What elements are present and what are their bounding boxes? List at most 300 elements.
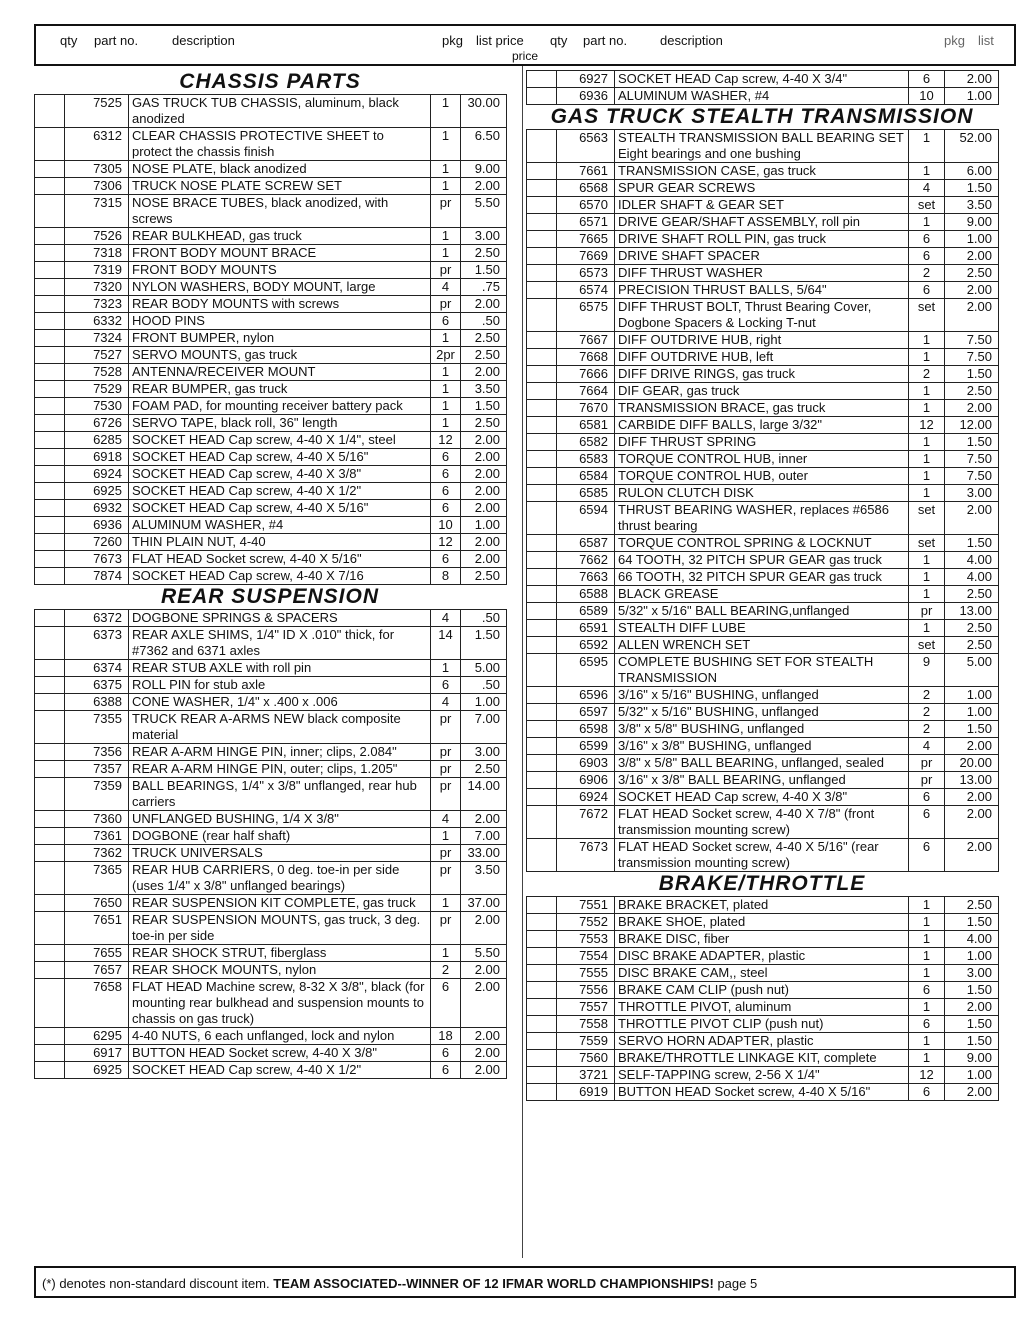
header-part-no: part no. [94,33,139,48]
table-row [35,610,507,627]
qty-cell [527,654,557,687]
part-number: 7530 [65,398,129,415]
table-row [35,161,507,178]
table-row [35,761,507,778]
description: DRIVE GEAR/SHAFT ASSEMBLY, roll pin [615,214,909,231]
part-number: 7874 [65,568,129,585]
pkg: 1 [909,485,945,502]
table-row [527,755,999,772]
qty-cell [35,912,65,945]
table-row [35,364,507,381]
table-row [527,789,999,806]
description: 3/16" x 5/16" BUSHING, unflanged [615,687,909,704]
list-price: 2.00 [461,432,507,449]
pkg: pr [431,262,461,279]
header-description-right: description [660,33,723,48]
table-row [35,296,507,313]
table-row [35,330,507,347]
list-price: 1.50 [945,180,999,197]
qty-cell [527,806,557,839]
description: TRANSMISSION BRACE, gas truck [615,400,909,417]
description: TRANSMISSION CASE, gas truck [615,163,909,180]
part-number: 6927 [557,71,615,88]
qty-cell [35,262,65,279]
pkg: set [909,299,945,332]
description: REAR HUB CARRIERS, 0 deg. toe-in per side (uses 1/4" x 3/8" unflanged bearings) [129,862,431,895]
description: THIN PLAIN NUT, 4-40 [129,534,431,551]
pkg: 1 [909,914,945,931]
qty-cell [35,778,65,811]
pkg: pr [431,744,461,761]
part-number: 7362 [65,845,129,862]
qty-cell [527,383,557,400]
part-number: 7667 [557,332,615,349]
description: CARBIDE DIFF BALLS, large 3/32" [615,417,909,434]
list-price: 2.00 [945,789,999,806]
pkg: 1 [431,161,461,178]
part-number: 7359 [65,778,129,811]
description: SOCKET HEAD Cap screw, 4-40 X 5/16" [129,449,431,466]
list-price: 3.50 [461,862,507,895]
qty-cell [35,500,65,517]
table-row [35,677,507,694]
qty-cell [35,1045,65,1062]
qty-cell [527,586,557,603]
pkg: 1 [909,1050,945,1067]
pkg: 6 [431,500,461,517]
qty-cell [35,1028,65,1045]
table-row [35,979,507,1028]
part-number: 7669 [557,248,615,265]
qty-cell [527,1067,557,1084]
table-row [35,517,507,534]
list-price: 30.00 [461,95,507,128]
part-number: 7655 [65,945,129,962]
table-row [35,1062,507,1079]
part-number: 6563 [557,130,615,163]
qty-cell [35,95,65,128]
qty-cell [35,381,65,398]
qty-cell [527,721,557,738]
table-row [35,811,507,828]
description: UNFLANGED BUSHING, 1/4 X 3/8" [129,811,431,828]
part-number: 6583 [557,451,615,468]
description: FLAT HEAD Machine screw, 8-32 X 3/8", black (for mounting rear bulkhead and suspension mounts to chassis on gas truck) [129,979,431,1028]
qty-cell [527,839,557,872]
pkg: 6 [909,71,945,88]
table-row [527,248,999,265]
qty-cell [35,279,65,296]
table-row [527,214,999,231]
part-number: 6574 [557,282,615,299]
description: BRAKE DISC, fiber [615,931,909,948]
list-price: 4.00 [945,931,999,948]
part-number: 6295 [65,1028,129,1045]
description: ALLEN WRENCH SET [615,637,909,654]
description: ROLL PIN for stub axle [129,677,431,694]
pkg: pr [431,761,461,778]
table-row [35,568,507,585]
description: REAR STUB AXLE with roll pin [129,660,431,677]
list-price: 13.00 [945,603,999,620]
list-price: 2.50 [461,347,507,364]
list-price: 2.50 [945,897,999,914]
table-row [527,687,999,704]
list-price: 2.00 [945,299,999,332]
list-price: 7.50 [945,349,999,366]
qty-cell [527,485,557,502]
part-number: 7319 [65,262,129,279]
description: TRUCK UNIVERSALS [129,845,431,862]
qty-cell [35,534,65,551]
list-price: 1.50 [945,535,999,552]
part-number: 6925 [65,483,129,500]
qty-cell [35,245,65,262]
qty-cell [35,178,65,195]
part-number: 6285 [65,432,129,449]
parts-table [526,70,999,105]
pkg: 1 [431,381,461,398]
part-number: 7662 [557,552,615,569]
list-price: 2.00 [945,248,999,265]
table-row [527,552,999,569]
list-price: 2.50 [945,586,999,603]
list-price: 2.50 [461,245,507,262]
list-price: 1.50 [945,982,999,999]
part-number: 7525 [65,95,129,128]
pkg: 1 [909,130,945,163]
part-number: 6594 [557,502,615,535]
part-number: 7556 [557,982,615,999]
pkg: 1 [909,400,945,417]
list-price: 1.50 [945,1016,999,1033]
qty-cell [527,687,557,704]
part-number: 7672 [557,806,615,839]
footer-box [34,1266,1016,1298]
pkg: 2 [909,721,945,738]
list-price: 1.00 [945,231,999,248]
part-number: 7323 [65,296,129,313]
table-row [35,245,507,262]
table-row [35,627,507,660]
part-number: 6575 [557,299,615,332]
description: TRUCK NOSE PLATE SCREW SET [129,178,431,195]
pkg: pr [431,711,461,744]
pkg: 1 [431,95,461,128]
table-row [35,694,507,711]
qty-cell [527,982,557,999]
description: REAR BODY MOUNTS with screws [129,296,431,313]
part-number: 6597 [557,704,615,721]
part-number: 6918 [65,449,129,466]
pkg: 1 [909,569,945,586]
description: SPUR GEAR SCREWS [615,180,909,197]
description: ANTENNA/RECEIVER MOUNT [129,364,431,381]
qty-cell [35,744,65,761]
pkg: 12 [909,1067,945,1084]
parts-table [34,94,507,585]
qty-cell [527,789,557,806]
pkg: 6 [431,979,461,1028]
description: THROTTLE PIVOT CLIP (push nut) [615,1016,909,1033]
table-row [35,347,507,364]
pkg: 1 [431,128,461,161]
part-number: 6571 [557,214,615,231]
description: SOCKET HEAD Cap screw, 4-40 X 1/2" [129,483,431,500]
list-price: 3.00 [461,228,507,245]
part-number: 7666 [557,366,615,383]
pkg: 1 [909,586,945,603]
header-part-no-right: part no. [583,33,628,48]
table-row [527,485,999,502]
list-price: 3.00 [945,965,999,982]
table-row [527,1067,999,1084]
description: DIFF OUTDRIVE HUB, right [615,332,909,349]
pkg: set [909,535,945,552]
part-number: 7320 [65,279,129,296]
section-title: BRAKE/THROTTLE [658,872,866,895]
pkg: 9 [909,654,945,687]
table-row [527,721,999,738]
table-row [527,535,999,552]
part-number: 7665 [557,231,615,248]
list-price: 1.00 [945,948,999,965]
table-row [35,95,507,128]
table-row [35,262,507,279]
pkg: 6 [909,806,945,839]
table-row [35,466,507,483]
pkg: 2 [909,265,945,282]
table-row [527,468,999,485]
description: THROTTLE PIVOT, aluminum [615,999,909,1016]
table-row [35,1045,507,1062]
part-number: 3721 [557,1067,615,1084]
list-price: 2.50 [461,761,507,778]
part-number: 6924 [65,466,129,483]
qty-cell [527,197,557,214]
list-price: 1.50 [945,914,999,931]
pkg: 2 [909,366,945,383]
description: SELF-TAPPING screw, 2-56 X 1/4" [615,1067,909,1084]
part-number: 6332 [65,313,129,330]
part-number: 7528 [65,364,129,381]
description: BRAKE/THROTTLE LINKAGE KIT, complete [615,1050,909,1067]
part-number: 7526 [65,228,129,245]
description: DRIVE SHAFT ROLL PIN, gas truck [615,231,909,248]
table-row [527,654,999,687]
pkg: 1 [909,897,945,914]
qty-cell [527,417,557,434]
description: DOGBONE SPRINGS & SPACERS [129,610,431,627]
pkg: pr [909,772,945,789]
part-number: 6588 [557,586,615,603]
part-number: 6581 [557,417,615,434]
list-price: 2.00 [461,811,507,828]
description: DIFF DRIVE RINGS, gas truck [615,366,909,383]
description: 3/16" x 3/8" BUSHING, unflanged [615,738,909,755]
description: REAR SHOCK MOUNTS, nylon [129,962,431,979]
list-price: 33.00 [461,845,507,862]
qty-cell [35,347,65,364]
part-number: 7651 [65,912,129,945]
description: REAR BULKHEAD, gas truck [129,228,431,245]
list-price: 5.50 [461,195,507,228]
qty-cell [527,265,557,282]
description: REAR AXLE SHIMS, 1/4" ID X .010" thick, for #7362 and 6371 axles [129,627,431,660]
list-price: 1.50 [461,398,507,415]
part-number: 7661 [557,163,615,180]
part-number: 7529 [65,381,129,398]
table-row [527,1084,999,1101]
part-number: 6582 [557,434,615,451]
list-price: 2.00 [461,979,507,1028]
list-price: 12.00 [945,417,999,434]
description: REAR SUSPENSION MOUNTS, gas truck, 3 deg. toe-in per side [129,912,431,945]
description: BRAKE SHOE, plated [615,914,909,931]
list-price: .75 [461,279,507,296]
table-row [35,279,507,296]
pkg: 4 [909,180,945,197]
description: NYLON WASHERS, BODY MOUNT, large [129,279,431,296]
table-row [35,228,507,245]
description: FRONT BODY MOUNTS [129,262,431,279]
pkg: 2 [909,704,945,721]
part-number: 6585 [557,485,615,502]
description: SERVO TAPE, black roll, 36" length [129,415,431,432]
qty-cell [527,914,557,931]
table-row [527,502,999,535]
qty-cell [35,466,65,483]
list-price: 13.00 [945,772,999,789]
pkg: set [909,502,945,535]
qty-cell [35,195,65,228]
description: REAR SUSPENSION KIT COMPLETE, gas truck [129,895,431,912]
pkg: 1 [909,931,945,948]
pkg: 1 [909,383,945,400]
qty-cell [35,694,65,711]
parts-table [526,896,999,1101]
qty-cell [35,811,65,828]
pkg: 1 [431,828,461,845]
pkg: pr [431,912,461,945]
pkg: 1 [431,228,461,245]
table-row [527,451,999,468]
pkg: 10 [909,88,945,105]
table-row [35,313,507,330]
qty-cell [527,755,557,772]
description: 66 TOOTH, 32 PITCH SPUR GEAR gas truck [615,569,909,586]
part-number: 6917 [65,1045,129,1062]
list-price: 1.00 [461,517,507,534]
description: FRONT BUMPER, nylon [129,330,431,347]
pkg: 1 [431,945,461,962]
qty-cell [527,569,557,586]
table-row [35,828,507,845]
list-price: 3.00 [461,744,507,761]
part-number: 6936 [65,517,129,534]
pkg: 6 [431,677,461,694]
table-row [527,948,999,965]
pkg: 6 [909,248,945,265]
pkg: 2 [909,687,945,704]
list-price: 2.00 [461,534,507,551]
list-price: 2.50 [461,330,507,347]
qty-cell [35,313,65,330]
list-price: 1.00 [945,1067,999,1084]
qty-cell [35,551,65,568]
list-price: 2.00 [945,71,999,88]
part-number: 7555 [557,965,615,982]
list-price: 2.50 [945,620,999,637]
table-row [35,128,507,161]
table-row [527,332,999,349]
table-row [527,931,999,948]
pkg: 6 [909,282,945,299]
qty-cell [527,1016,557,1033]
pkg: set [909,637,945,654]
pkg: 6 [431,551,461,568]
pkg: 1 [909,552,945,569]
part-number: 7365 [65,862,129,895]
pkg: pr [431,195,461,228]
description: IDLER SHAFT & GEAR SET [615,197,909,214]
qty-cell [527,1033,557,1050]
description: DIFF THRUST BOLT, Thrust Bearing Cover, Dogbone Spacers & Locking T-nut [615,299,909,332]
parts-table [526,129,999,872]
qty-cell [527,931,557,948]
table-row [35,962,507,979]
qty-cell [527,71,557,88]
qty-cell [35,483,65,500]
description: CONE WASHER, 1/4" x .400 x .006 [129,694,431,711]
part-number: 6598 [557,721,615,738]
pkg: pr [909,603,945,620]
pkg: 2pr [431,347,461,364]
description: 64 TOOTH, 32 PITCH SPUR GEAR gas truck [615,552,909,569]
list-price: 7.50 [945,451,999,468]
qty-cell [35,945,65,962]
table-row [35,178,507,195]
list-price: 1.00 [945,88,999,105]
pkg: 1 [431,330,461,347]
pkg: 6 [909,231,945,248]
list-price: 2.00 [461,296,507,313]
description: BRAKE CAM CLIP (push nut) [615,982,909,999]
pkg: 1 [909,965,945,982]
pkg: 1 [909,1033,945,1050]
pkg: 6 [431,449,461,466]
description: ALUMINUM WASHER, #4 [129,517,431,534]
part-number: 7663 [557,569,615,586]
part-number: 6596 [557,687,615,704]
part-number: 7527 [65,347,129,364]
description: DISC BRAKE CAM,, steel [615,965,909,982]
qty-cell [35,449,65,466]
list-price: 2.00 [461,1062,507,1079]
description: TORQUE CONTROL HUB, outer [615,468,909,485]
list-price: 2.50 [461,568,507,585]
pkg: set [909,197,945,214]
pkg: pr [909,755,945,772]
table-row [35,398,507,415]
qty-cell [35,627,65,660]
qty-cell [35,296,65,313]
qty-cell [527,332,557,349]
section-title: GAS TRUCK STEALTH TRANSMISSION [550,105,974,128]
footer-note: (*) denotes non-standard discount item. [42,1276,270,1291]
part-number: 6919 [557,1084,615,1101]
description: DIFF THRUST SPRING [615,434,909,451]
